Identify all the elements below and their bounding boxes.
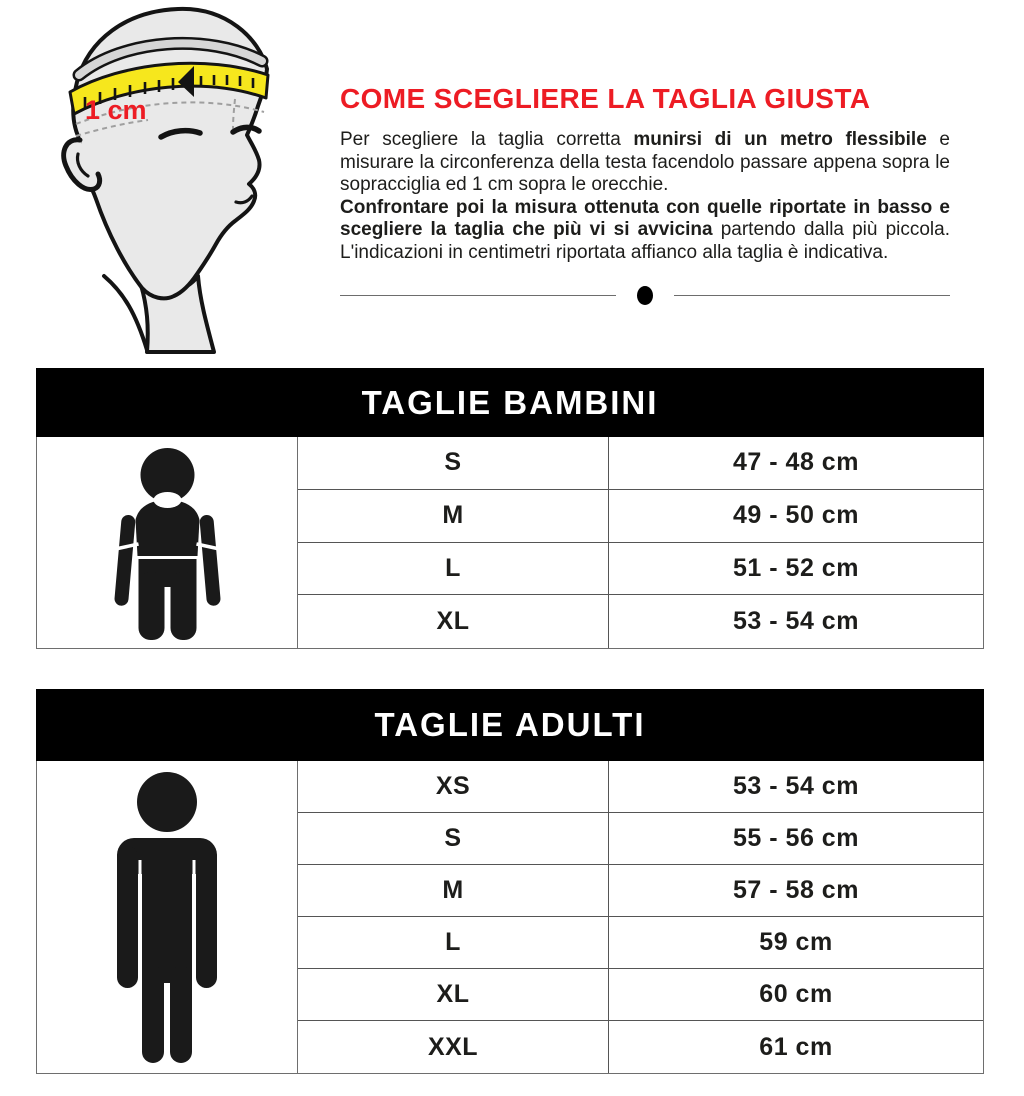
table-row <box>298 969 983 1021</box>
table-row <box>298 761 983 813</box>
size-cell: XXL <box>298 1021 609 1073</box>
size-cell: L <box>298 543 609 595</box>
range-cell: 53 - 54 cm <box>733 772 859 801</box>
table-row <box>298 865 983 917</box>
intro-paragraph-2 <box>340 197 950 265</box>
intro-text-block <box>340 0 950 368</box>
divider-dot-icon <box>637 286 653 305</box>
intro-p1-normal1: Per scegliere la taglia corretta <box>340 129 634 150</box>
bambini-table <box>36 437 984 649</box>
table-row <box>298 437 983 490</box>
intro-p1-normal2: e misurare la circonferenza della testa facendolo passare appena sopra le sopracciglia ed 1 cm sopra le orecchie. <box>340 129 950 196</box>
table-row <box>298 917 983 969</box>
divider-line-left <box>340 295 616 296</box>
range-cell: 47 - 48 cm <box>733 448 859 477</box>
child-figure-icon <box>37 437 298 648</box>
table-row <box>298 543 983 596</box>
head-with-tape-icon <box>28 2 333 358</box>
adulti-table <box>36 761 984 1074</box>
page-title: COME SCEGLIERE LA TAGLIA GIUSTA <box>340 83 871 114</box>
size-cell: XL <box>298 595 609 648</box>
table-row <box>298 813 983 865</box>
size-table-bambini <box>36 368 984 649</box>
intro-p2-bold: Confrontare poi la misura ottenuta con quelle riportate in basso e scegliere la taglia che più vi si avvicina <box>340 196 950 241</box>
adulti-header-bar: TAGLIE ADULTI <box>36 689 984 761</box>
bambini-header-bar: TAGLIE BAMBINI <box>36 368 984 437</box>
range-cell: 57 - 58 cm <box>733 876 859 905</box>
intro-p2-normal: partendo dalla più piccola. L'indicazioni in centimetri riportata affianco alla taglia è indicativa. <box>340 219 951 263</box>
section-divider <box>340 286 950 305</box>
how-to-measure-section <box>0 0 1024 368</box>
intro-paragraph-1 <box>340 129 950 197</box>
size-cell: XL <box>298 969 609 1020</box>
range-cell: 53 - 54 cm <box>733 607 859 636</box>
head-measurement-illustration <box>28 0 340 368</box>
range-cell: 60 cm <box>759 980 833 1009</box>
size-cell: L <box>298 917 609 968</box>
size-cell: S <box>298 437 609 489</box>
size-table-adulti <box>36 689 984 1074</box>
divider-line-right <box>674 295 950 296</box>
range-cell: 59 cm <box>759 928 833 957</box>
adult-figure-icon <box>37 761 298 1073</box>
range-cell: 55 - 56 cm <box>733 824 859 853</box>
size-cell: S <box>298 813 609 864</box>
table-row <box>298 1021 983 1073</box>
range-cell: 61 cm <box>759 1032 833 1061</box>
range-cell: 49 - 50 cm <box>733 501 859 530</box>
bambini-rows <box>298 437 983 648</box>
table-row <box>298 490 983 543</box>
one-cm-label: 1 cm <box>85 95 147 125</box>
adulti-rows <box>298 761 983 1073</box>
size-cell: M <box>298 490 609 542</box>
size-cell: M <box>298 865 609 916</box>
range-cell: 51 - 52 cm <box>733 553 859 582</box>
size-cell: XS <box>298 761 609 812</box>
table-row <box>298 595 983 648</box>
intro-p1-bold: munirsi di un metro flessibile <box>633 129 927 150</box>
